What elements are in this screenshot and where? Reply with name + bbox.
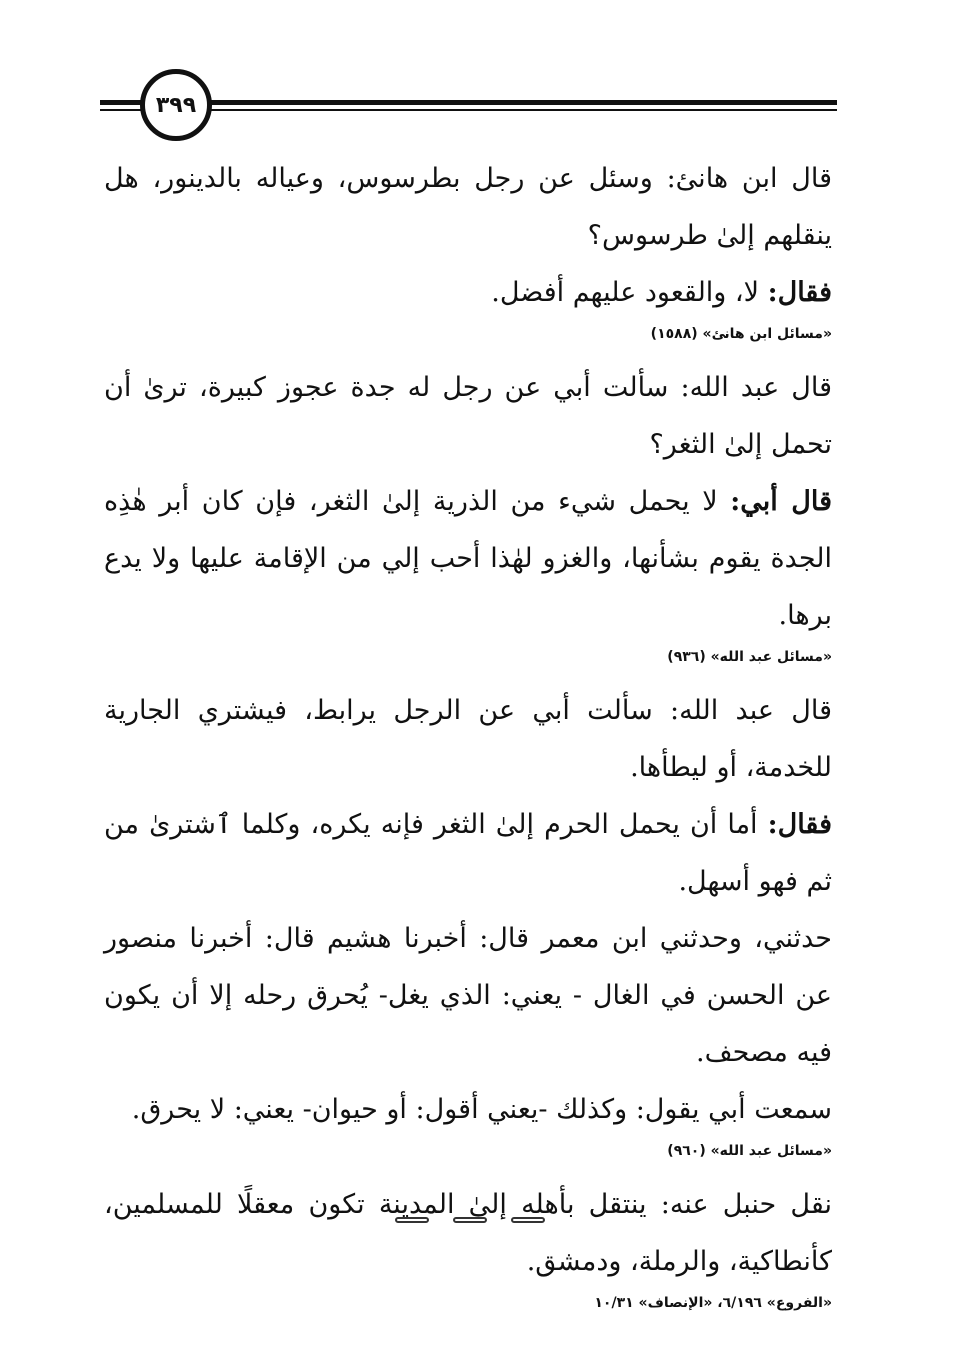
page-number-badge — [140, 69, 212, 141]
paragraph-text: قال عبد الله: سألت أبي عن رجل له جدة عجوز كبيرة، ترىٰ أن تحمل إلىٰ الثغر؟ — [104, 372, 832, 460]
source-citation: «مسائل عبد الله» (٩٣٦) — [667, 649, 832, 665]
paragraph — [104, 682, 832, 796]
paragraph-text: قال ابن هانئ: وسئل عن رجل بطرسوس، وعياله بالدينور، هل ينقلهم إلىٰ طرسوس؟ — [104, 163, 832, 251]
paragraph-text: لا، والقعود عليهم أفضل. — [491, 277, 768, 308]
paragraph — [104, 473, 832, 644]
source-citation: «مسائل ابن هانئ» (١٥٨٨) — [650, 326, 832, 342]
paragraph — [104, 796, 832, 910]
paragraph — [104, 264, 832, 321]
footer-ornament — [395, 1212, 545, 1228]
paragraph-lead: فقال: — [767, 277, 832, 308]
source-citation: «مسائل عبد الله» (٩٦٠) — [667, 1143, 832, 1159]
paragraph-text: نقل حنبل عنه: ينتقل بأهله إلىٰ المدينة تكون معقلًا للمسلمين، كأنطاكية، والرملة، ودمشق. — [104, 1189, 832, 1277]
paragraph-text: سمعت أبي يقول: وكذلك -يعني أقول: أو حيوان- يعني: لا يحرق. — [131, 1094, 832, 1125]
paragraph-text: لا يحمل شيء من الذرية إلىٰ الثغر، فإن كان أبر هٰذِه الجدة يقوم بشأنها، والغزو لهٰذا أحب إلي من الإقامة عليها ولا يدع برها. — [104, 486, 832, 631]
ornament-loop — [395, 1217, 429, 1223]
page-header — [100, 66, 837, 144]
ornament-loop — [511, 1217, 545, 1223]
paragraph-text: حدثني، وحدثني ابن معمر قال: أخبرنا هشيم قال: أخبرنا منصور عن الحسن في الغال - يعني: الذي يغل- يُحرق رحله إلا أن يكون فيه مصحف. — [104, 923, 832, 1068]
paragraph-text: قال عبد الله: سألت أبي عن الرجل يرابط، فيشتري الجارية للخدمة، أو ليطأها. — [104, 695, 832, 783]
paragraph — [104, 359, 832, 473]
paragraph-lead: قال أبي: — [730, 486, 832, 517]
paragraph — [104, 910, 832, 1081]
page-body — [104, 150, 832, 1328]
paragraph-text: أما أن يحمل الحرم إلىٰ الثغر فإنه يكره، وكلما ٱشترىٰ من ثم فهو أسهل. — [104, 809, 832, 897]
ornament-loop — [453, 1217, 487, 1223]
paragraph — [104, 150, 832, 264]
source-citation: «الفروع» ٦/١٩٦، «الإنصاف» ١٠/٣١ — [594, 1295, 832, 1311]
page-number: ٣٩٩ — [155, 92, 197, 118]
paragraph — [104, 1081, 832, 1138]
paragraph — [104, 1176, 832, 1290]
paragraph-lead: فقال: — [767, 809, 832, 840]
